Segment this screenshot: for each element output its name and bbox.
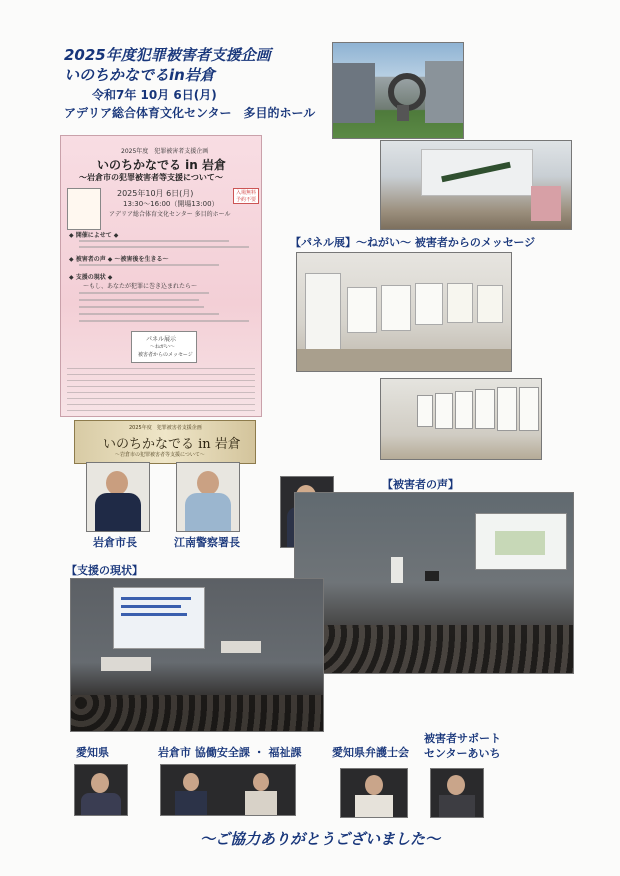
poster-date: 2025年10月 6日(月) <box>117 189 194 198</box>
title-line-2: いのちかなでるin岩倉 <box>64 66 215 84</box>
aichi-caption: 愛知県 <box>76 746 109 759</box>
support-center-photo <box>430 768 484 818</box>
footer-thanks: ～ご協力ありがとうございました～ <box>200 830 441 848</box>
support-panel-discussion-photo <box>70 578 324 732</box>
victim-lecture-hall-photo <box>294 492 574 674</box>
poster-logo-illustration <box>67 188 101 230</box>
poster-item-1: ◆ 開催によせて ◆ <box>69 232 119 239</box>
police-chief-caption: 江南警察署長 <box>174 536 240 549</box>
banner-title: いのちかなでる in 岩倉 <box>103 437 241 452</box>
poster-venue: アデリア総合体育文化センター 多目的ホール <box>109 211 231 218</box>
voice-section-caption: 【被害者の声】 <box>382 478 459 491</box>
venue-lobby-photo <box>380 140 572 230</box>
poster-panel-box-line-1: パネル展示 <box>146 336 177 343</box>
iwakura-divisions-caption: 岩倉市 協働安全課 ・ 福祉課 <box>158 746 302 759</box>
panel-exhibition-photo-1 <box>296 252 512 372</box>
bar-association-caption: 愛知県弁護士会 <box>332 746 409 759</box>
venue-exterior-photo <box>332 42 464 139</box>
police-chief-photo <box>176 462 240 532</box>
event-date: 令和7年 10月 6日(月) <box>92 88 217 102</box>
poster-title: いのちかなでる in 岩倉 <box>97 158 227 172</box>
support-center-caption-1: 被害者サポート <box>424 732 501 745</box>
event-venue: アデリア総合体育文化センター 多目的ホール <box>64 106 316 120</box>
banner-subtitle: ～岩倉市の犯罪被害者等支援について～ <box>115 452 205 458</box>
panel-exhibition-photo-2 <box>380 378 542 460</box>
poster-subtitle: ～岩倉市の犯罪被害者等支援について～ <box>79 173 223 182</box>
event-poster <box>60 135 262 417</box>
event-title-banner <box>74 420 256 464</box>
poster-org-line: 2025年度 犯罪被害者支援企画 <box>121 148 209 155</box>
support-center-caption-2: センターあいち <box>424 747 501 760</box>
banner-small-text: 2025年度 犯罪被害者支援企画 <box>129 425 202 431</box>
support-section-caption: 【支援の現状】 <box>66 564 143 577</box>
poster-item-3: ◆ 支援の現状 ◆ <box>69 274 113 281</box>
bar-association-photo <box>340 768 408 818</box>
poster-panel-box-line-3: 被害者からのメッセージ <box>138 352 193 358</box>
mayor-photo <box>86 462 150 532</box>
poster-panel-box <box>131 331 197 363</box>
poster-panel-box-line-2: ～ねがい～ <box>150 344 176 350</box>
poster-item-3-sub: ～もし、あなたが犯罪に巻き込まれたら～ <box>83 283 198 290</box>
poster-footer-fine-print <box>67 368 255 412</box>
iwakura-divisions-photo <box>160 764 296 816</box>
mayor-caption: 岩倉市長 <box>93 536 137 549</box>
panel-section-caption: 【パネル展】～ねがい～ 被害者からのメッセージ <box>290 236 536 249</box>
title-line-1: 2025年度犯罪被害者支援企画 <box>64 46 271 64</box>
poster-time: 13:30～16:00（開場13:00） <box>123 200 219 208</box>
aichi-speaker-photo <box>74 764 128 816</box>
poster-item-2: ◆ 被害者の声 ◆ ～被害後を生きる～ <box>69 256 169 263</box>
poster-admission-badge: 入場無料 予約不要 <box>233 188 259 204</box>
